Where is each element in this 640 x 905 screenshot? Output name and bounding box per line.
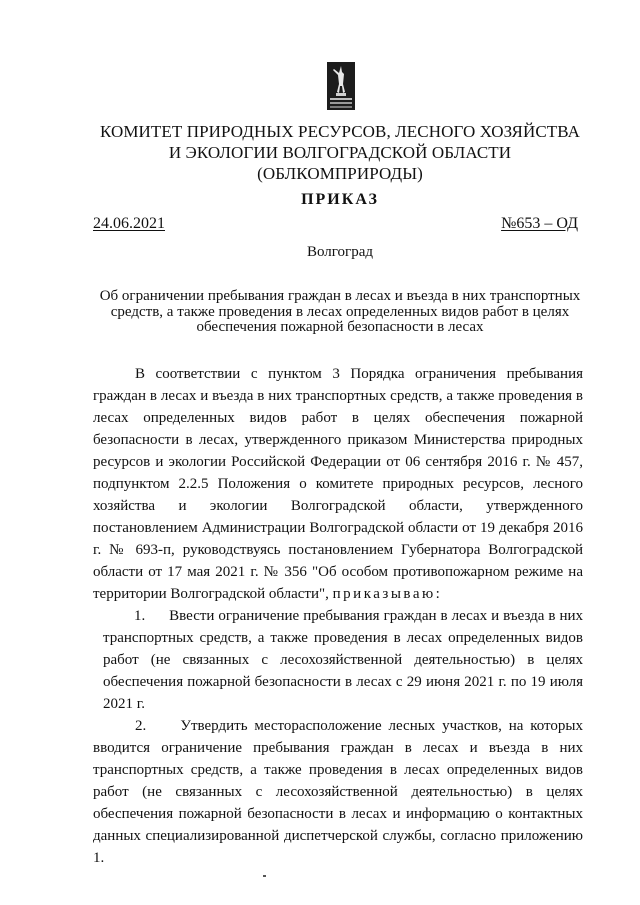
scan-artifact [263,875,266,877]
document-type: ПРИКАЗ [301,191,379,208]
order-word: приказываю: [332,586,443,602]
list-item [93,715,583,869]
org-line: КОМИТЕТ ПРИРОДНЫХ РЕСУРСОВ, ЛЕСНОГО ХОЗЯЙСТВА [99,122,581,141]
item-text: Ввести ограничение пребывания граждан в лесах и въезда в них транспортных средств, а также проведения в лесах определенных видов работ (не связанных с лесохозяйственной деятельностью) в целях обеспечения пожарной безопасности в лесах с 29 июня 2021 г. по 19 июля 2021 г. [103,608,583,712]
subject-line: средств, а также проведения в лесах определенных видов работ в целях [110,303,570,320]
preamble-paragraph [93,363,583,605]
list-item [103,605,583,715]
subject-line: Об ограничении пребывания граждан в лесах и въезда в них транспортных [99,288,581,304]
document-body [93,363,583,869]
item-text: Утвердить месторасположение лесных участков, на которых вводится ограничение пребывания граждан в лесах и въезда в них транспортных средств, а также проведения в лесах определенных видов работ (не связанных с лесохозяйственной деятельностью) в целях обеспечения пожарной безопасности в лесах и информацию о контактных данных специализированной диспетчерской службы, согласно приложению 1. [93,718,583,866]
document-city: Волгоград [306,244,373,260]
item-number: 2. [135,718,147,734]
org-line: (ОБЛКОМПРИРОДЫ) [257,164,423,183]
organization-name [60,121,620,184]
subject-line: обеспечения пожарной безопасности в лесах [196,319,484,335]
org-line: И ЭКОЛОГИИ ВОЛГОГРАДСКОЙ ОБЛАСТИ [168,143,512,162]
document-date: 24.06.2021 [93,215,165,232]
item-number: 1. [134,608,146,624]
document-subject [70,289,610,336]
volgograd-coat-of-arms-icon [327,62,355,110]
document-number: №653 – ОД [501,215,578,232]
preamble-text: В соответствии с пунктом 3 Порядка ограничения пребывания граждан в лесах и въезда в них транспортных средств, а также проведения в лесах определенных видов работ в целях обеспечения пожарной безопасности в лесах, утвержденного приказом Министерства природных ресурсов и экологии Российской Федерации от 06 сентября 2016 г. № 457, подпунктом 2.2.5 Положения о комитете природных ресурсов, лесного хозяйства и экологии Волгоградской области, утвержденного постановлением Администрации Волгоградской области от 19 декабря 2016 г. № 693-п, руководствуясь постановлением Губернатора Волгоградской области от 17 мая 2021 г. № 356 "Об особом противопожарном режиме на территории Волгоградской области", [93,366,583,602]
